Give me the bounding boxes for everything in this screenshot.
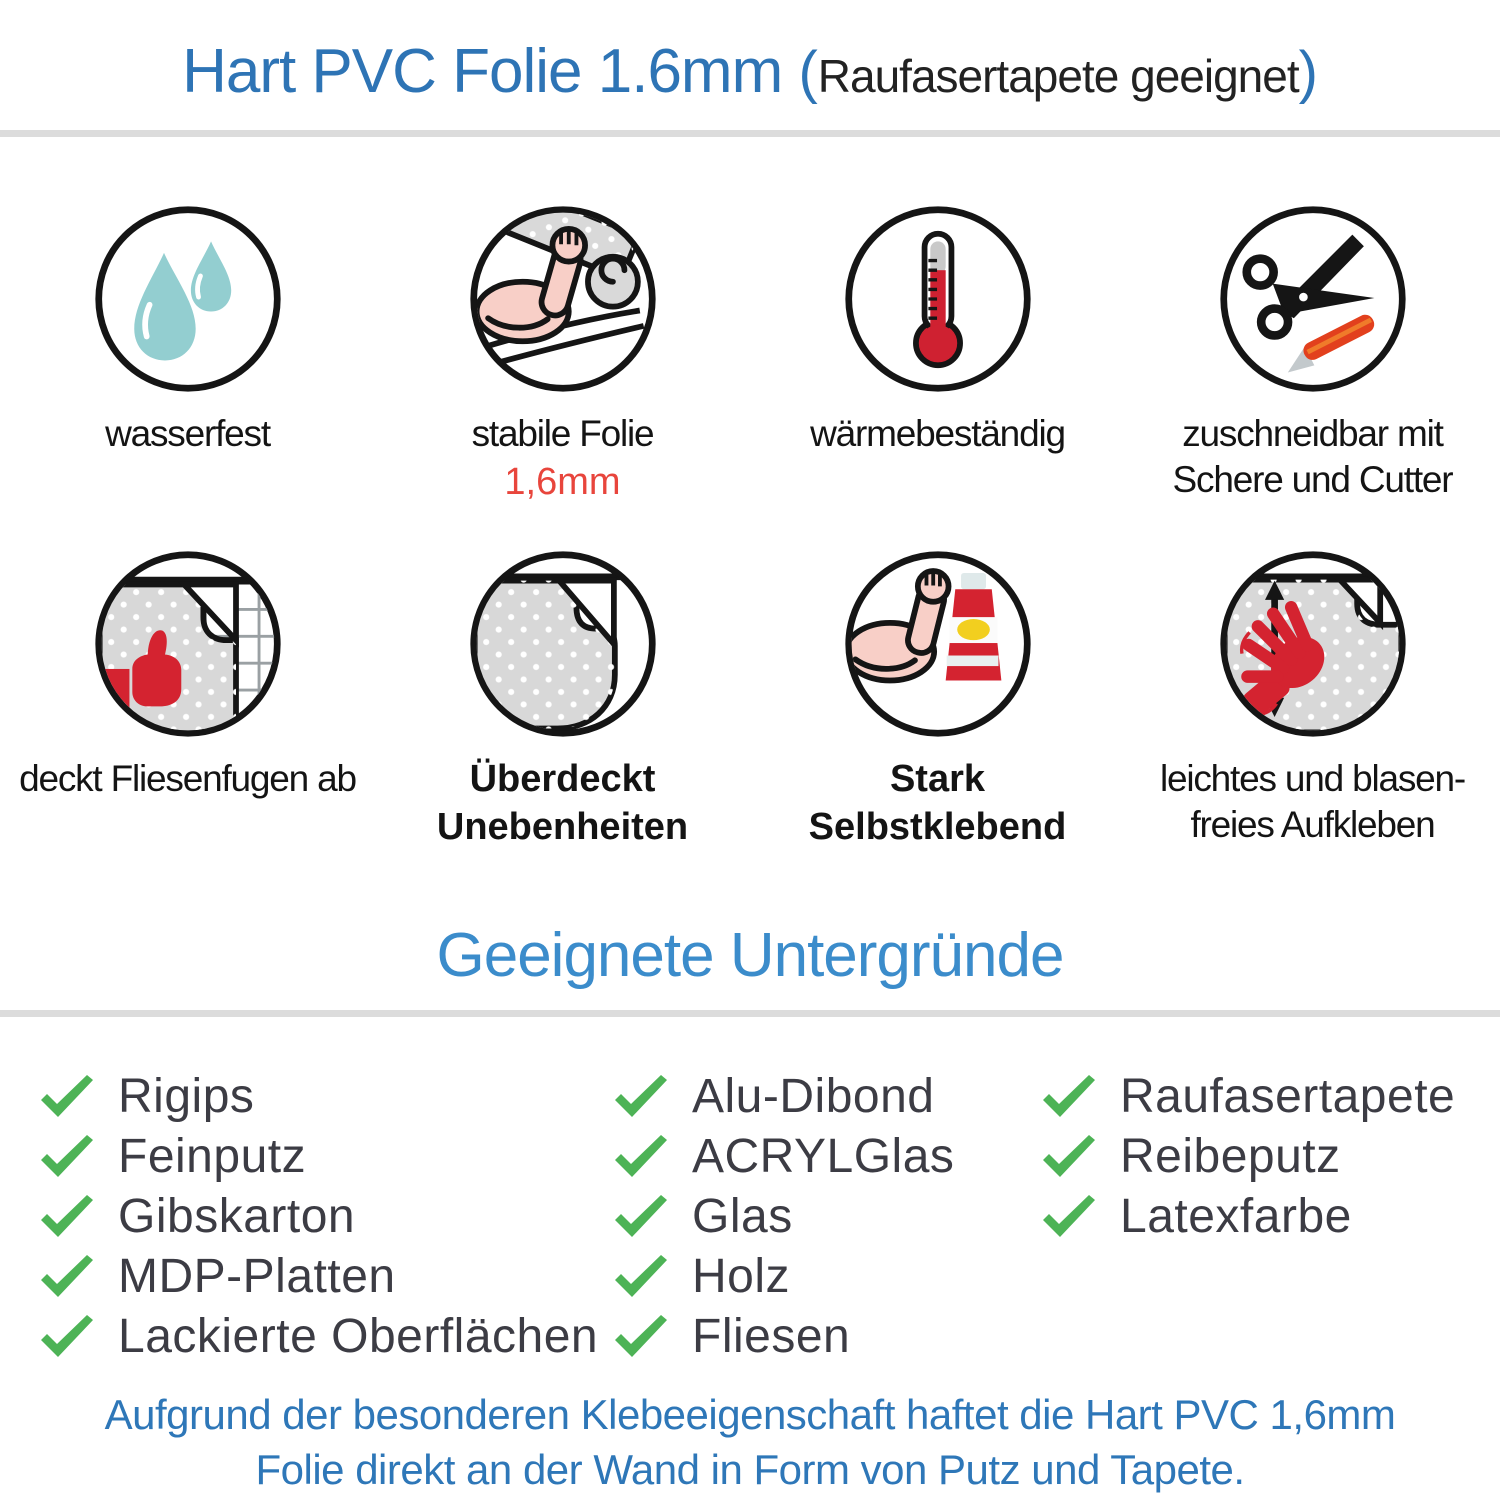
substrate-label: Feinputz <box>118 1129 307 1183</box>
check-icon <box>612 1194 668 1238</box>
strong-arm-glue-icon <box>842 548 1034 740</box>
feature-label-line2: Unebenheiten <box>436 805 689 848</box>
feature-label-line1: Stark <box>889 758 986 800</box>
check-icon <box>612 1074 668 1118</box>
feature-self-adhesive <box>750 548 1125 851</box>
check-icon <box>1040 1194 1096 1238</box>
substrates-column-3 <box>1040 1066 1455 1246</box>
substrate-item <box>612 1066 954 1126</box>
check-icon <box>38 1134 94 1178</box>
feature-covers-unevenness <box>375 548 750 851</box>
substrate-item <box>612 1186 954 1246</box>
feature-label-line2: Selbstklebend <box>808 805 1067 848</box>
substrate-label: Latexfarbe <box>1120 1189 1352 1243</box>
divider-top <box>0 130 1500 137</box>
substrate-label: Glas <box>692 1189 793 1243</box>
substrate-item <box>38 1066 598 1126</box>
substrate-label: Alu-Dibond <box>692 1069 935 1123</box>
title-space <box>782 37 798 106</box>
feature-label <box>1173 411 1453 504</box>
feature-label <box>1160 756 1465 849</box>
feature-label: wärmebeständig <box>810 413 1065 454</box>
check-icon <box>38 1194 94 1238</box>
check-icon <box>38 1074 94 1118</box>
feature-label: deckt Fliesenfugen ab <box>19 758 356 799</box>
check-icon <box>612 1254 668 1298</box>
features-row-1 <box>0 203 1500 504</box>
feature-bubble-free <box>1125 548 1500 851</box>
check-icon <box>1040 1074 1096 1118</box>
substrate-label: Raufasertapete <box>1120 1069 1456 1123</box>
substrate-label: MDP-Platten <box>118 1249 396 1303</box>
substrate-label: Rigips <box>118 1069 255 1123</box>
substrate-item <box>612 1246 954 1306</box>
feature-stable-film <box>375 203 750 504</box>
substrate-label: Holz <box>692 1249 791 1303</box>
substrate-label: Reibeputz <box>1120 1129 1341 1183</box>
title-paren-open: ( <box>798 40 818 105</box>
feature-label-line2: Schere und Cutter <box>1172 459 1453 501</box>
feature-label-line1: zuschneidbar mit <box>1182 413 1443 454</box>
substrate-item <box>1040 1066 1455 1126</box>
thumbs-up-tiles-icon <box>92 548 284 740</box>
feature-label <box>437 756 688 851</box>
feature-label-line1: Überdeckt <box>469 758 656 800</box>
footer-note <box>0 1388 1500 1497</box>
feature-label: stabile Folie <box>471 413 654 454</box>
check-icon <box>612 1134 668 1178</box>
title-subtitle: Raufasertapete geeignet <box>817 50 1299 102</box>
footer-line-1: Aufgrund der besonderen Klebeeigenschaft haftet die Hart PVC 1,6mm <box>104 1391 1396 1438</box>
feature-label <box>809 756 1067 851</box>
feature-covers-tile-joints <box>0 548 375 851</box>
substrate-item <box>38 1186 598 1246</box>
film-fold-icon <box>467 548 659 740</box>
hand-smoothing-icon <box>1217 548 1409 740</box>
substrate-item <box>612 1126 954 1186</box>
substrate-item <box>38 1126 598 1186</box>
title-paren-close: ) <box>1298 40 1318 105</box>
scissors-cutter-icon <box>1217 203 1409 395</box>
check-icon <box>612 1314 668 1358</box>
substrate-item <box>1040 1126 1455 1186</box>
check-icon <box>38 1314 94 1358</box>
feature-waterproof <box>0 203 375 504</box>
feature-label-line1: leichtes und blasen- <box>1159 758 1466 799</box>
feature-heat-resistant <box>750 203 1125 504</box>
substrate-item <box>38 1306 598 1366</box>
check-icon <box>38 1254 94 1298</box>
feature-label-line2: freies Aufkleben <box>1190 804 1435 846</box>
substrate-item <box>38 1246 598 1306</box>
substrate-item <box>612 1306 954 1366</box>
feature-label: wasserfest <box>105 413 270 454</box>
footer-line-2: Folie direkt an der Wand in Form von Putz und Tapete. <box>255 1445 1245 1493</box>
feature-thickness-label: 1,6mm <box>504 461 621 504</box>
water-drops-icon <box>92 203 284 395</box>
strong-arm-film-roll-icon <box>467 203 659 395</box>
substrate-label: ACRYLGlas <box>692 1129 955 1183</box>
page-title <box>0 36 1500 107</box>
substrate-item <box>1040 1186 1455 1246</box>
feature-cuttable <box>1125 203 1500 504</box>
substrate-label: Fliesen <box>692 1309 851 1363</box>
thermometer-icon <box>842 203 1034 395</box>
features-row-2 <box>0 548 1500 851</box>
divider-middle <box>0 1010 1500 1017</box>
substrates-column-1 <box>38 1066 598 1366</box>
title-main: Hart PVC Folie 1.6mm <box>182 37 783 106</box>
section-title-substrates: Geeignete Untergründe <box>436 921 1064 990</box>
substrates-column-2 <box>612 1066 954 1366</box>
check-icon <box>1040 1134 1096 1178</box>
substrate-label: Lackierte Oberflächen <box>118 1309 599 1363</box>
substrate-label: Gibskarton <box>118 1189 356 1243</box>
